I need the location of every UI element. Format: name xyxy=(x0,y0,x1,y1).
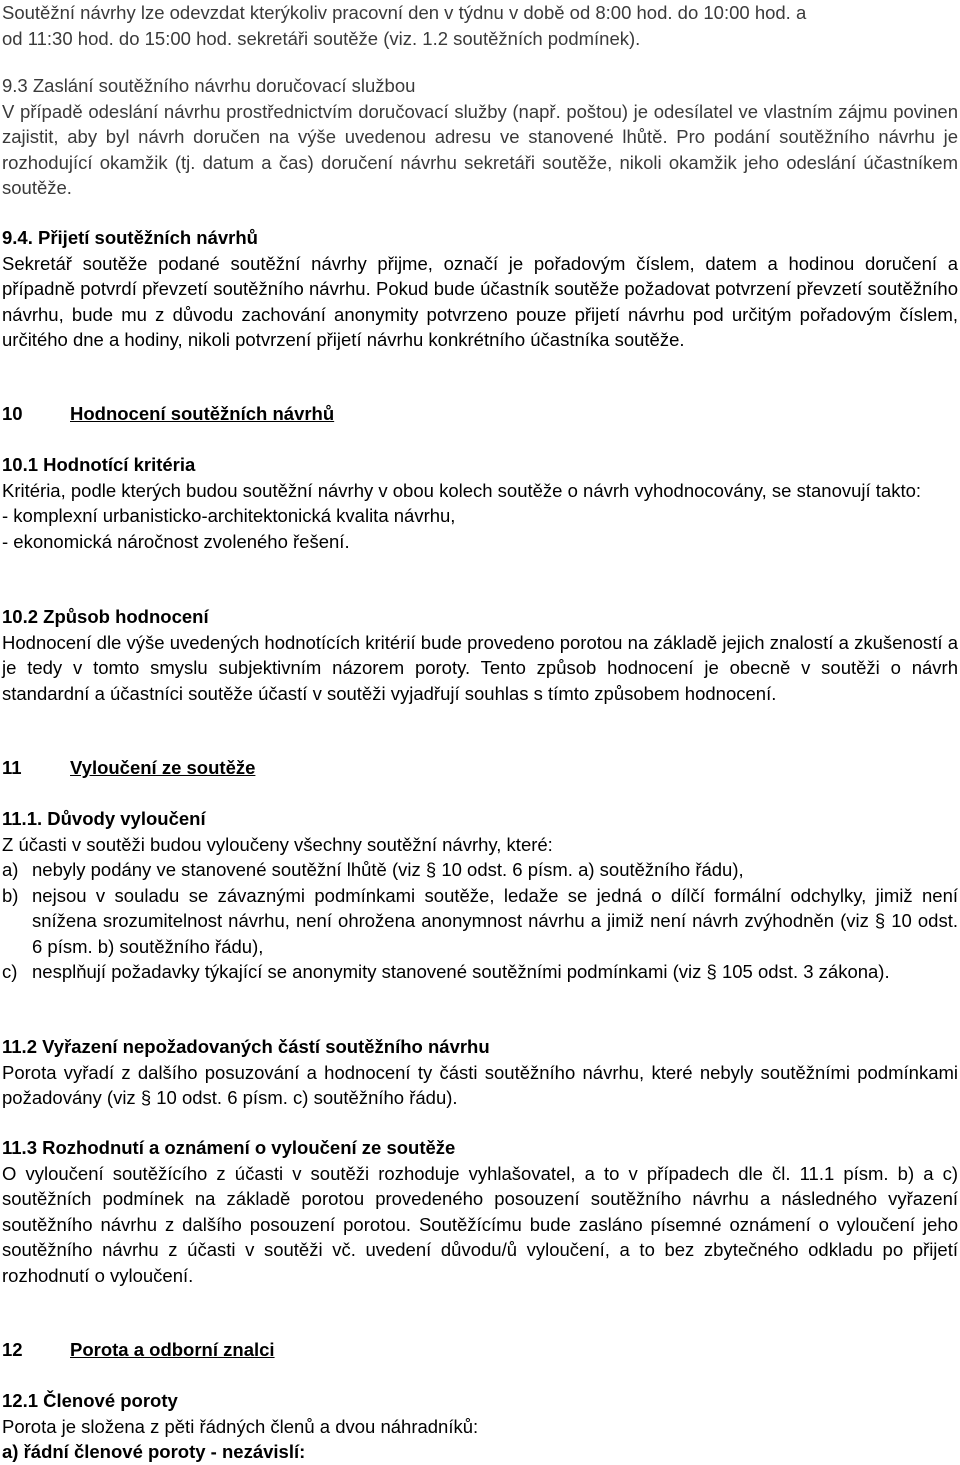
section-12-1 xyxy=(2,1388,958,1465)
section-9-3 xyxy=(2,73,958,201)
section-12-1-text: Porota je složena z pěti řádných členů a dvou náhradníků: xyxy=(2,1415,479,1437)
item-marker: b) xyxy=(2,884,19,906)
item-marker: c) xyxy=(2,961,18,982)
section-9-4 xyxy=(2,225,958,353)
section-11-2-text: Porota vyřadí z dalšího posuzování a hodnocení ty části soutěžního návrhu, které nebyly soutěžními podmínkami požadovány (viz § 10 odst. 6 písm. c) soutěžního řádu). xyxy=(2,1061,958,1108)
section-11-number: 11 xyxy=(2,757,22,778)
item-text: nesplňují požadavky týkající se anonymity stanovené soutěžními podmínkami (viz § 105 odst. 3 zákona). xyxy=(32,961,890,982)
section-11-title: Vyloučení ze soutěže xyxy=(70,757,256,778)
section-11-1-intro: Z účasti v soutěži budou vyloučeny všechny soutěžní návrhy, které: xyxy=(2,833,553,855)
exclusion-item-a xyxy=(2,857,958,883)
intro-paragraph xyxy=(2,0,958,51)
section-9-4-text: Sekretář soutěže podané soutěžní návrhy přijme, označí je pořadovým číslem, datem a hodinou doručení a případně potvrdí převzetí soutěžního návrhu. Pokud bude účastník soutěže požadovat potvrzení převzetí soutěžního návrhu, bude mu z důvodu zachování anonymity potvrzeno pouze přijetí návrhu pod určitým pořadovým číslem, určitého dne a hodiny, nikoli potvrzení přijetí návrhu konkrétního účastníka soutěže. xyxy=(2,252,958,350)
item-text: nebyly podány ve stanovené soutěžní lhůtě (viz § 10 odst. 6 písm. a) soutěžního řádu), xyxy=(32,859,744,880)
section-11-1 xyxy=(2,806,958,985)
item-marker: a) xyxy=(2,859,19,880)
section-12-heading xyxy=(2,1337,958,1363)
section-11-1-heading: 11.1. Důvody vyloučení xyxy=(2,808,206,829)
section-10-heading xyxy=(2,401,958,427)
section-11-3 xyxy=(2,1135,958,1288)
section-12-1-heading: 12.1 Členové poroty xyxy=(2,1390,178,1411)
section-11-3-text: O vyloučení soutěžícího z účasti v soutěži rozhoduje vyhlašovatel, a to v případech dle čl. 11.1 písm. b) a c) soutěžních podmínek na základě porotou provedeného posouzení soutěžního návrhu a následného vyřazení soutěžního návrhu z dalšího posouzení porotou. Soutěžícímu bude zasláno písemné oznámení o vyloučení jeho soutěžního návrhu z účasti v soutěži vč. uvedení důvodu/ů vyloučení, a to bez zbytečného odkladu po přijetí rozhodnutí o vyloučení. xyxy=(2,1162,958,1286)
section-10-1-heading: 10.1 Hodnotící kritéria xyxy=(2,454,196,475)
section-10-number: 10 xyxy=(2,403,23,424)
exclusion-item-c xyxy=(2,959,958,985)
section-10-2-heading: 10.2 Způsob hodnocení xyxy=(2,606,209,627)
section-10-1-text: Kritéria, podle kterých budou soutěžní návrhy v obou kolech soutěže o návrh vyhodnocovány, se stanovují takto: xyxy=(2,479,922,501)
section-11-heading xyxy=(2,755,958,781)
intro-line-2: od 11:30 hod. do 15:00 hod. sekretáři soutěže (viz. 1.2 soutěžních podmínek). xyxy=(2,27,641,49)
section-12-1-sub: a) řádní členové poroty - nezávislí: xyxy=(2,1441,306,1462)
section-12-number: 12 xyxy=(2,1339,23,1360)
section-9-3-text: V případě odeslání návrhu prostřednictvím doručovací služby (např. poštou) je odesílatel ve vlastním zájmu povinen zajistit, aby byl návrh doručen na výše uvedenou adresu ve stanovené lhůtě. Pro podání soutěžního návrhu je rozhodující okamžik (tj. datum a čas) doručení návrhu sekretáři soutěže, nikoli okamžik jeho odeslání účastníkem soutěže. xyxy=(2,100,958,198)
section-10-2-text: Hodnocení dle výše uvedených hodnotících kritérií bude provedeno porotou na základě jejich znalostí a zkušeností a je tedy v tomto smyslu subjektivním názorem poroty. Tento způsob hodnocení je obecně v soutěži o návrh standardní a účastníci soutěže účastí v soutěži vyjadřují souhlas s tímto způsobem hodnocení. xyxy=(2,631,958,704)
section-9-4-heading: 9.4. Přijetí soutěžních návrhů xyxy=(2,227,258,248)
section-10-title: Hodnocení soutěžních návrhů xyxy=(70,403,335,424)
exclusion-item-b xyxy=(2,883,958,960)
item-text: nejsou v souladu se závaznými podmínkami soutěže, ledaže se jedná o dílčí formální odchylky, jimiž není snížena srozumitelnost návrhu, není ohrožena anonymnost návrhu a jimiž není návrh zvýhodněn (viz § 10 odst. 6 písm. b) soutěžního řádu), xyxy=(32,884,958,957)
section-10-1 xyxy=(2,452,958,554)
section-11-2-heading: 11.2 Vyřazení nepožadovaných částí soutěžního návrhu xyxy=(2,1036,490,1057)
criterion-2: - ekonomická náročnost zvoleného řešení. xyxy=(2,530,350,552)
criterion-1: - komplexní urbanisticko-architektonická kvalita návrhu, xyxy=(2,505,456,526)
section-12-title: Porota a odborní znalci xyxy=(70,1339,275,1360)
section-11-2 xyxy=(2,1034,958,1111)
section-11-3-heading: 11.3 Rozhodnutí a oznámení o vyloučení ze soutěže xyxy=(2,1137,456,1158)
intro-line-1: Soutěžní návrhy lze odevzdat kterýkoliv pracovní den v týdnu v době od 8:00 hod. do 10:00 hod. a xyxy=(2,2,807,23)
section-10-2 xyxy=(2,604,958,706)
section-9-3-heading: 9.3 Zaslání soutěžního návrhu doručovací službou xyxy=(2,75,416,96)
